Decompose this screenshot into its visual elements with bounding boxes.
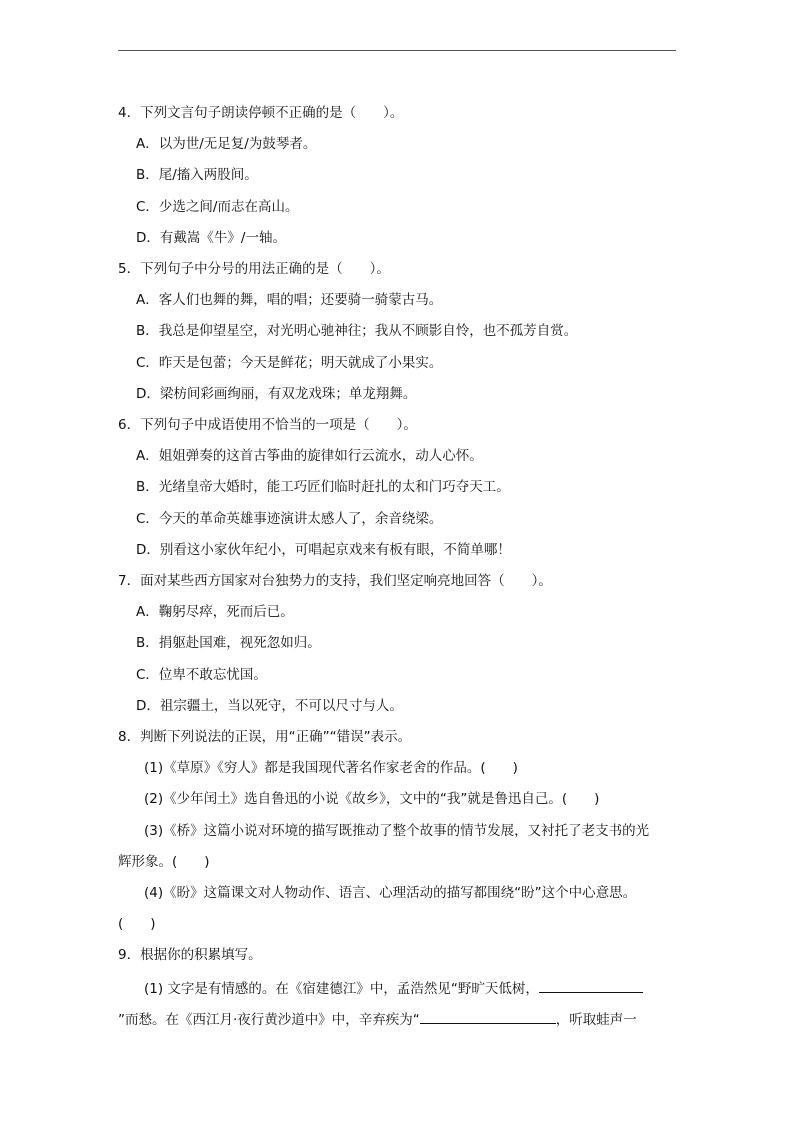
q4-stem: 4．下列文言句子朗读停顿不正确的是（ ）。 <box>118 105 404 121</box>
q8-item-3: (3)《桥》这篇小说对环境的描写既推动了整个故事的情节发展，又衬托了老支书的光 <box>144 823 650 839</box>
q9-blank-1[interactable] <box>539 978 643 993</box>
q4-option-a: A．以为世/无足复/为鼓琴者。 <box>136 136 317 152</box>
q9-line-2-text-b: ，听取蛙声一 <box>555 1012 637 1028</box>
header-rule <box>118 50 676 51</box>
q6-option-d: D．别看这小家伙年纪小，可唱起京戏来有板有眼，不简单哪！ <box>136 542 511 558</box>
q6-option-a: A．姐姐弹奏的这首古筝曲的旋律如行云流水，动人心怀。 <box>136 448 483 464</box>
q9-line-2-text-a: ”而愁。在《西江月·夜行黄沙道中》中，辛弃疾为“ <box>118 1012 420 1028</box>
q8-item-2: (2)《少年闰土》选自鲁迅的小说《故乡》，文中的“我”就是鲁迅自己。( ) <box>144 791 600 807</box>
q7-option-c: C．位卑不敢忘忧国。 <box>136 667 267 683</box>
q8-item-4: (4)《盼》这篇课文对人物动作、语言、心理活动的描写都围绕“盼”这个中心意思。 <box>144 885 637 901</box>
q9-stem: 9．根据你的积累填写。 <box>118 947 262 963</box>
q4-option-c: C．少选之间/而志在高山。 <box>136 199 299 215</box>
q7-option-d: D．祖宗疆土，当以死守，不可以尺寸与人。 <box>136 698 403 714</box>
q5-option-b: B．我总是仰望星空，对光明心驰神往；我从不顾影自怜，也不孤芳自赏。 <box>136 323 578 339</box>
q8-item-3-continued: 辉形象。( ) <box>118 854 210 870</box>
q8-stem: 8．判断下列说法的正误，用“正确”“错误”表示。 <box>118 729 412 745</box>
q6-option-b: B．光绪皇帝大婚时，能工巧匠们临时赶扎的太和门巧夺天工。 <box>136 479 510 495</box>
q9-blank-2[interactable] <box>420 1009 556 1024</box>
q5-stem: 5．下列句子中分号的用法正确的是（ ）。 <box>118 261 390 277</box>
q4-option-d: D．有戴嵩《牛》/一轴。 <box>136 230 286 246</box>
q5-option-a: A．客人们也舞的舞，唱的唱；还要骑一骑蒙古马。 <box>136 292 443 308</box>
q9-line-1-text: (1) 文字是有情感的。在《宿建德江》中，孟浩然见“野旷天低树， <box>144 981 539 997</box>
q7-option-b: B．捐躯赴国难，视死忽如归。 <box>136 635 321 651</box>
q7-option-a: A．鞠躬尽瘁，死而后已。 <box>136 604 294 620</box>
q6-stem: 6．下列句子中成语使用不恰当的一项是（ ）。 <box>118 417 417 433</box>
q9-line-1 <box>144 978 643 998</box>
q5-option-c: C．昨天是包蕾；今天是鲜花；明天就成了小果实。 <box>136 355 443 371</box>
q6-option-c: C．今天的革命英雄事迹演讲太感人了，余音绕梁。 <box>136 511 443 527</box>
q8-item-1: (1)《草原》《穷人》都是我国现代著名作家老舍的作品。( ) <box>144 760 518 776</box>
q9-line-2 <box>118 1009 637 1029</box>
q8-item-4-continued: ( ) <box>118 916 156 932</box>
q7-stem: 7．面对某些西方国家对台独势力的支持，我们坚定响亮地回答（ ）。 <box>118 573 552 589</box>
q5-option-d: D．梁枋间彩画绚丽，有双龙戏珠；单龙翔舞。 <box>136 386 417 402</box>
q4-option-b: B．尾/搐入两股间。 <box>136 167 258 183</box>
